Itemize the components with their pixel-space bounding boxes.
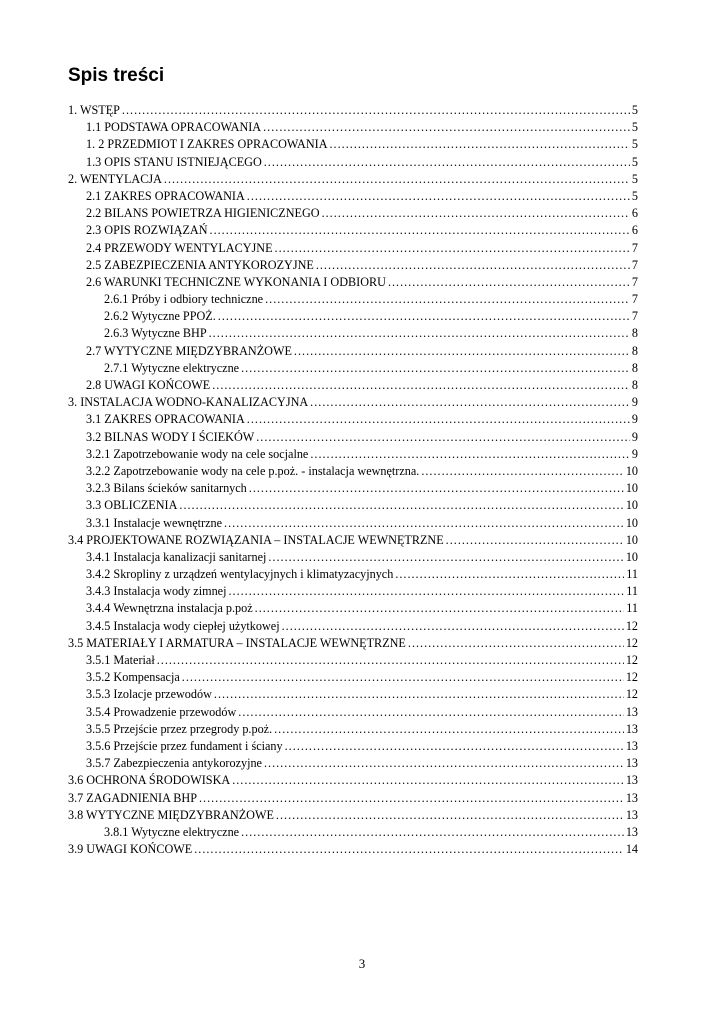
toc-entry-label: 3.8 WYTYCZNE MIĘDZYBRANŻOWE <box>68 807 274 822</box>
toc-entry[interactable] <box>68 721 638 738</box>
toc-entry-page: 10 <box>625 532 638 547</box>
toc-dot-leader <box>214 686 624 703</box>
toc-entry-label: 2.6.3 Wytyczne BHP <box>104 326 207 341</box>
toc-entry-page: 12 <box>625 670 638 685</box>
toc-dot-leader <box>157 652 624 669</box>
toc-entry[interactable] <box>68 343 638 360</box>
toc-entry-page: 10 <box>625 549 638 564</box>
toc-entry-page: 5 <box>631 171 638 186</box>
toc-dot-leader <box>224 515 624 532</box>
toc-entry-page: 6 <box>631 223 638 238</box>
toc-dot-leader <box>209 325 630 342</box>
toc-entry-label: 2.4 PRZEWODY WENTYLACYJNE <box>86 240 273 255</box>
toc-dot-leader <box>408 635 624 652</box>
toc-entry-label: 3.5.3 Izolacje przewodów <box>86 687 212 702</box>
toc-dot-leader <box>285 738 624 755</box>
toc-entry-label: 3.3.1 Instalacje wewnętrzne <box>86 515 223 530</box>
toc-entry[interactable] <box>68 411 638 428</box>
toc-entry-label: 2.5 ZABEZPIECZENIA ANTYKOROZYJNE <box>86 257 314 272</box>
toc-entry-label: 3.2.3 Bilans ścieków sanitarnych <box>86 481 247 496</box>
toc-entry-page: 13 <box>625 790 638 805</box>
toc-entry-page: 5 <box>631 188 638 203</box>
toc-entry-label: 3.7 ZAGADNIENIA BHP <box>68 790 197 805</box>
toc-dot-leader <box>247 188 630 205</box>
toc-entry-page: 7 <box>631 292 638 307</box>
toc-entry-page: 14 <box>625 842 638 857</box>
toc-entry-page: 7 <box>631 257 638 272</box>
toc-dot-leader <box>322 205 630 222</box>
toc-entry-page: 12 <box>625 653 638 667</box>
toc-entry-label: 2.2 BILANS POWIETRZA HIGIENICZNEGO <box>86 206 320 221</box>
toc-entry[interactable] <box>68 686 638 703</box>
toc-entry[interactable] <box>68 669 638 686</box>
toc-entry-label: 1.3 OPIS STANU ISTNIEJĄCEGO <box>86 154 262 169</box>
toc-entry[interactable] <box>68 222 638 239</box>
toc-dot-leader <box>265 291 630 308</box>
toc-entry-label: 3.5 MATERIAŁY I ARMATURA – INSTALACJE WEWNĘTRZNE <box>68 635 406 650</box>
toc-entry-label: 3.2 BILNAS WODY I ŚCIEKÓW <box>86 429 255 444</box>
page-title: Spis treści <box>68 65 165 86</box>
toc-entry-label: 3.2.1 Zapotrzebowanie wody na cele socjalne <box>86 446 309 461</box>
toc-entry-page: 13 <box>625 756 638 771</box>
toc-entry-label: 3.4 PROJEKTOWANE ROZWIĄZANIA – INSTALACJE WEWNĘTRZNE <box>68 532 444 547</box>
toc-entry-page: 8 <box>631 343 638 358</box>
toc-dot-leader <box>199 790 624 807</box>
toc-entry-label: 3.6 OCHRONA ŚRODOWISKA <box>68 773 231 788</box>
toc-entry-label: 3.5.7 Zabezpieczenia antykorozyjne <box>86 756 262 771</box>
toc-entry-page: 5 <box>631 154 638 169</box>
toc-entry-label: 2.8 UWAGI KOŃCOWE <box>86 378 211 392</box>
toc-entry-page: 13 <box>625 738 638 753</box>
toc-dot-leader <box>421 463 623 480</box>
toc-entry-label: 3.4.3 Instalacja wody zimnej <box>86 584 227 599</box>
toc-dot-leader <box>268 549 623 566</box>
toc-entry[interactable] <box>68 308 638 325</box>
toc-dot-leader <box>249 480 624 497</box>
toc-entry-page: 10 <box>625 463 638 478</box>
toc-entry[interactable] <box>68 635 638 652</box>
toc-entry-label: 3.2.2 Zapotrzebowanie wody na cele p.poż. - instalacja wewnętrzna. <box>86 463 420 478</box>
table-of-contents <box>68 102 638 858</box>
toc-entry-page: 9 <box>631 446 638 461</box>
toc-entry[interactable] <box>68 257 638 274</box>
toc-dot-leader <box>241 824 624 841</box>
toc-entry[interactable] <box>68 429 638 446</box>
toc-entry-label: 3. INSTALACJA WODNO-KANALIZACYJNA <box>68 395 309 410</box>
toc-entry-page: 9 <box>631 412 638 427</box>
toc-entry[interactable] <box>68 119 638 136</box>
toc-entry[interactable] <box>68 446 638 463</box>
toc-entry-page: 5 <box>631 120 638 135</box>
toc-dot-leader <box>232 772 624 789</box>
toc-dot-leader <box>395 566 624 583</box>
toc-entry-page: 11 <box>626 584 638 599</box>
toc-entry-page: 7 <box>631 274 638 289</box>
toc-dot-leader <box>275 240 630 257</box>
toc-dot-leader <box>241 360 630 377</box>
toc-entry-page: 9 <box>631 395 638 410</box>
toc-dot-leader <box>194 841 624 858</box>
toc-entry[interactable] <box>68 824 638 841</box>
toc-dot-leader <box>256 429 630 446</box>
toc-dot-leader <box>228 583 624 600</box>
toc-entry[interactable] <box>68 480 638 497</box>
toc-entry-page: 13 <box>625 824 638 839</box>
toc-entry-page: 9 <box>631 429 638 444</box>
toc-entry-label: 3.5.2 Kompensacja <box>86 670 180 685</box>
toc-entry-page: 6 <box>631 206 638 221</box>
toc-dot-leader <box>316 257 630 274</box>
toc-entry-page: 7 <box>631 309 638 324</box>
toc-entry-label: 2.6 WARUNKI TECHNICZNE WYKONANIA I ODBIORU <box>86 274 386 289</box>
toc-entry-label: 2. WENTYLACJA <box>68 171 162 186</box>
toc-entry-label: 1. 2 PRZEDMIOT I ZAKRES OPRACOWANIA <box>86 137 328 152</box>
toc-entry[interactable] <box>68 600 638 617</box>
toc-entry-page: 8 <box>631 360 638 375</box>
toc-entry[interactable] <box>68 154 638 171</box>
toc-entry[interactable] <box>68 291 638 308</box>
toc-entry-page: 13 <box>625 704 638 719</box>
toc-entry-page: 13 <box>625 773 638 788</box>
toc-entry-label: 3.4.1 Instalacja kanalizacji sanitarnej <box>86 549 267 564</box>
toc-dot-leader <box>274 721 624 738</box>
toc-entry[interactable] <box>68 325 638 342</box>
toc-entry-label: 1. WSTĘP <box>68 103 120 117</box>
toc-entry-label: 3.4.4 Wewnętrzna instalacja p.poż <box>86 601 253 616</box>
toc-entry-label: 2.6.2 Wytyczne PPOŻ. <box>104 309 216 324</box>
toc-dot-leader <box>264 755 624 772</box>
toc-entry-label: 3.1 ZAKRES OPRACOWANIA <box>86 412 245 427</box>
toc-dot-leader <box>282 618 624 635</box>
toc-entry-label: 3.5.4 Prowadzenie przewodów <box>86 704 237 719</box>
toc-entry[interactable] <box>68 240 638 257</box>
toc-dot-leader <box>388 274 630 291</box>
toc-entry-label: 3.8.1 Wytyczne elektryczne <box>104 824 240 839</box>
toc-entry-page: 12 <box>625 687 638 702</box>
toc-entry-label: 3.5.5 Przejście przez przegrody p.poż. <box>86 721 273 736</box>
toc-entry[interactable] <box>68 738 638 755</box>
toc-entry-page: 5 <box>631 103 638 117</box>
toc-dot-leader <box>182 669 624 686</box>
toc-entry-page: 5 <box>631 137 638 152</box>
toc-entry-page: 11 <box>626 567 638 582</box>
toc-dot-leader <box>330 136 630 153</box>
toc-entry-label: 3.4.5 Instalacja wody ciepłej użytkowej <box>86 618 280 633</box>
toc-entry-label: 2.1 ZAKRES OPRACOWANIA <box>86 188 245 203</box>
toc-dot-leader <box>238 704 624 721</box>
toc-entry[interactable] <box>68 618 638 635</box>
toc-entry[interactable] <box>68 497 638 514</box>
toc-entry[interactable] <box>68 274 638 291</box>
toc-entry[interactable] <box>68 772 638 789</box>
toc-entry[interactable] <box>68 102 638 119</box>
toc-entry[interactable] <box>68 583 638 600</box>
toc-dot-leader <box>294 343 630 360</box>
toc-entry[interactable] <box>68 807 638 824</box>
toc-dot-leader <box>212 377 630 394</box>
toc-entry[interactable] <box>68 704 638 721</box>
toc-entry-label: 3.5.1 Materiał <box>86 653 155 667</box>
toc-entry-page: 13 <box>625 807 638 822</box>
toc-entry-label: 2.3 OPIS ROZWIĄZAŃ <box>86 223 208 238</box>
toc-entry-label: 1.1 PODSTAWA OPRACOWANIA <box>86 120 262 135</box>
toc-entry-label: 2.6.1 Próby i odbiory techniczne <box>104 292 264 307</box>
toc-entry[interactable] <box>68 566 638 583</box>
toc-entry-page: 12 <box>625 635 638 650</box>
toc-entry[interactable] <box>68 171 638 188</box>
toc-entry-page: 12 <box>625 618 638 633</box>
toc-entry[interactable] <box>68 755 638 772</box>
toc-entry[interactable] <box>68 790 638 807</box>
toc-entry-label: 2.7.1 Wytyczne elektryczne <box>104 360 240 375</box>
toc-entry-page: 10 <box>625 515 638 530</box>
toc-entry[interactable] <box>68 841 638 858</box>
toc-dot-leader <box>263 119 630 136</box>
toc-entry-page: 10 <box>625 498 638 513</box>
toc-dot-leader <box>218 308 630 325</box>
toc-entry[interactable] <box>68 205 638 222</box>
toc-dot-leader <box>276 807 624 824</box>
toc-dot-leader <box>122 102 630 119</box>
toc-entry[interactable] <box>68 652 638 669</box>
toc-entry-label: 3.5.6 Przejście przez fundament i ściany <box>86 738 283 753</box>
toc-entry-label: 3.3 OBLICZENIA <box>86 498 178 513</box>
toc-entry[interactable] <box>68 188 638 205</box>
toc-dot-leader <box>446 532 624 549</box>
toc-entry-page: 11 <box>626 601 638 616</box>
page-number: 3 <box>358 956 366 971</box>
toc-entry-label: 3.4.2 Skropliny z urządzeń wentylacyjnych i klimatyzacyjnych <box>86 567 394 582</box>
toc-entry[interactable] <box>68 360 638 377</box>
toc-entry-label: 3.9 UWAGI KOŃCOWE <box>68 842 193 857</box>
toc-entry-page: 7 <box>631 240 638 255</box>
toc-dot-leader <box>164 171 630 188</box>
toc-dot-leader <box>210 222 630 239</box>
toc-entry[interactable] <box>68 136 638 153</box>
toc-dot-leader <box>310 394 630 411</box>
toc-entry[interactable] <box>68 463 638 480</box>
toc-entry-label: 2.7 WYTYCZNE MIĘDZYBRANŻOWE <box>86 343 292 358</box>
toc-entry[interactable] <box>68 532 638 549</box>
toc-entry[interactable] <box>68 515 638 532</box>
toc-dot-leader <box>310 446 630 463</box>
toc-dot-leader <box>179 497 623 514</box>
toc-entry[interactable] <box>68 394 638 411</box>
toc-entry-page: 10 <box>625 481 638 496</box>
toc-entry[interactable] <box>68 549 638 566</box>
toc-dot-leader <box>247 411 630 428</box>
toc-entry-page: 8 <box>631 378 638 392</box>
toc-dot-leader <box>255 600 625 617</box>
toc-entry[interactable] <box>68 377 638 394</box>
toc-dot-leader <box>264 154 630 171</box>
toc-entry-page: 8 <box>631 326 638 341</box>
toc-entry-page: 13 <box>625 721 638 736</box>
